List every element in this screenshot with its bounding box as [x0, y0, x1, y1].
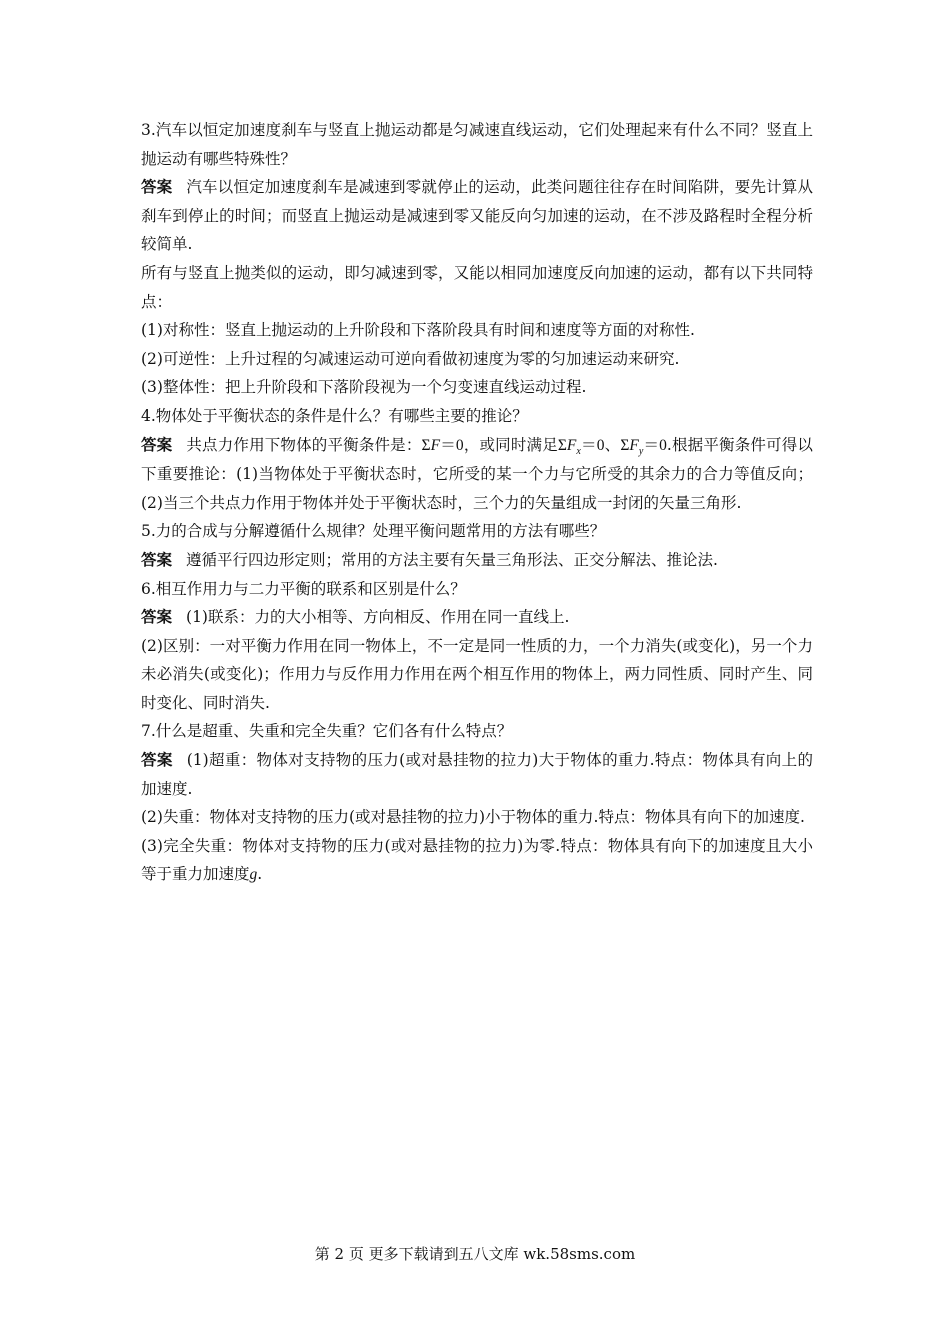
answer-6-item-2: (2)区别：一对平衡力作用在同一物体上，不一定是同一性质的力，一个力消失(或变化)，另一个力未必消失(或变化)；作用力与反作用力作用在两个相互作用的物体上，两力同性质、同时产生、同时变化、同时消失. [141, 636, 813, 712]
answer-7-item-2: (2)失重：物体对支持物的压力(或对悬挂物的拉力)小于物体的重力.特点：物体具有向下的加速度. [141, 808, 805, 827]
answer-label: 答案 [141, 177, 173, 197]
question-7: 7.什么是超重、失重和完全失重？它们各有什么特点？ [141, 722, 513, 741]
answer-label: 答案 [141, 750, 173, 770]
answer-5 [141, 546, 813, 575]
answer-7-text: (1)超重：物体对支持物的压力(或对悬挂物的拉力)大于物体的重力.特点：物体具有向上的加速度. [141, 751, 813, 798]
question-5: 5.力的合成与分解遵循什么规律？处理平衡问题常用的方法有哪些？ [141, 522, 606, 541]
answer-label: 答案 [141, 607, 173, 627]
answer-4-post: .根据平衡条件可得以下重要推论：(1)当物体处于平衡状态时，它所受的某一个力与它所受的其余力的合力等值反向；(2)当三个共点力作用于物体并处于平衡状态时，三个力的矢量组成一封闭的矢量三角形. [141, 435, 813, 512]
answer-3-text: 汽车以恒定加速度刹车是减速到零就停止的运动，此类问题往往存在时间陷阱，要先计算从刹车到停止的时间；而竖直上抛运动是减速到零又能反向匀加速的运动，在不涉及路程时全程分析较简单. [141, 178, 813, 254]
answer-3-item-2: (2)可逆性：上升过程的匀减速运动可逆向看做初速度为零的匀加速运动来研究. [141, 349, 680, 368]
answer-6-text: (1)联系：力的大小相等、方向相反、作用在同一直线上. [186, 608, 570, 627]
answer-label: 答案 [141, 434, 173, 454]
answer-5-text: 遵循平行四边形定则；常用的方法主要有矢量三角形法、正交分解法、推论法. [186, 550, 718, 569]
answer-4-pre: 共点力作用下物体的平衡条件是： [186, 435, 422, 454]
question-4: 4.物体处于平衡状态的条件是什么？有哪些主要的推论？ [141, 406, 528, 425]
answer-7 [141, 746, 813, 803]
page-footer: 第 2 页 更多下载请到五八文库 wk.58sms.com [314, 1245, 636, 1263]
equilibrium-equation: ΣF＝0 [421, 436, 464, 454]
answer-3-paragraph: 所有与竖直上抛类似的运动，即匀减速到零，又能以相同加速度反向加速的运动，都有以下共同特点： [141, 263, 813, 311]
component-equations: $\Sigma F_x=0$、$\Sigma F_y=0$ [557, 436, 667, 457]
answer-7-item-3: (3)完全失重：物体对支持物的压力(或对悬挂物的拉力)为零.特点：物体具有向下的加速度且大小等于重力加速度g. [141, 836, 813, 884]
answer-3-item-1: (1)对称性：竖直上抛运动的上升阶段和下落阶段具有时间和速度等方面的对称性. [141, 321, 695, 340]
question-6: 6.相互作用力与二力平衡的联系和区别是什么？ [141, 579, 466, 598]
answer-label: 答案 [141, 549, 173, 569]
answer-3-item-3: (3)整体性：把上升阶段和下落阶段视为一个匀变速直线运动过程. [141, 378, 587, 397]
question-3: 3.汽车以恒定加速度刹车与竖直上抛运动都是匀减速直线运动，它们处理起来有什么不同？竖直上抛运动有哪些特殊性？ [141, 121, 813, 168]
answer-3 [141, 173, 813, 259]
document-body [141, 116, 813, 890]
answer-6 [141, 603, 813, 632]
answer-4: 答案 共点力作用下物体的平衡条件是：ΣF＝0，或同时满足$\Sigma F_x=0$、$\Sigma F_y=0$.根据平衡条件可得以下重要推论：(1)当物体处于平衡状态时，它所受的某一个力与它所受的其余力的合力等值反向；(2)当三个共点力作用于物体并处于平衡状态时，三个力的矢量组成一封闭的矢量三角形. [141, 434, 813, 512]
